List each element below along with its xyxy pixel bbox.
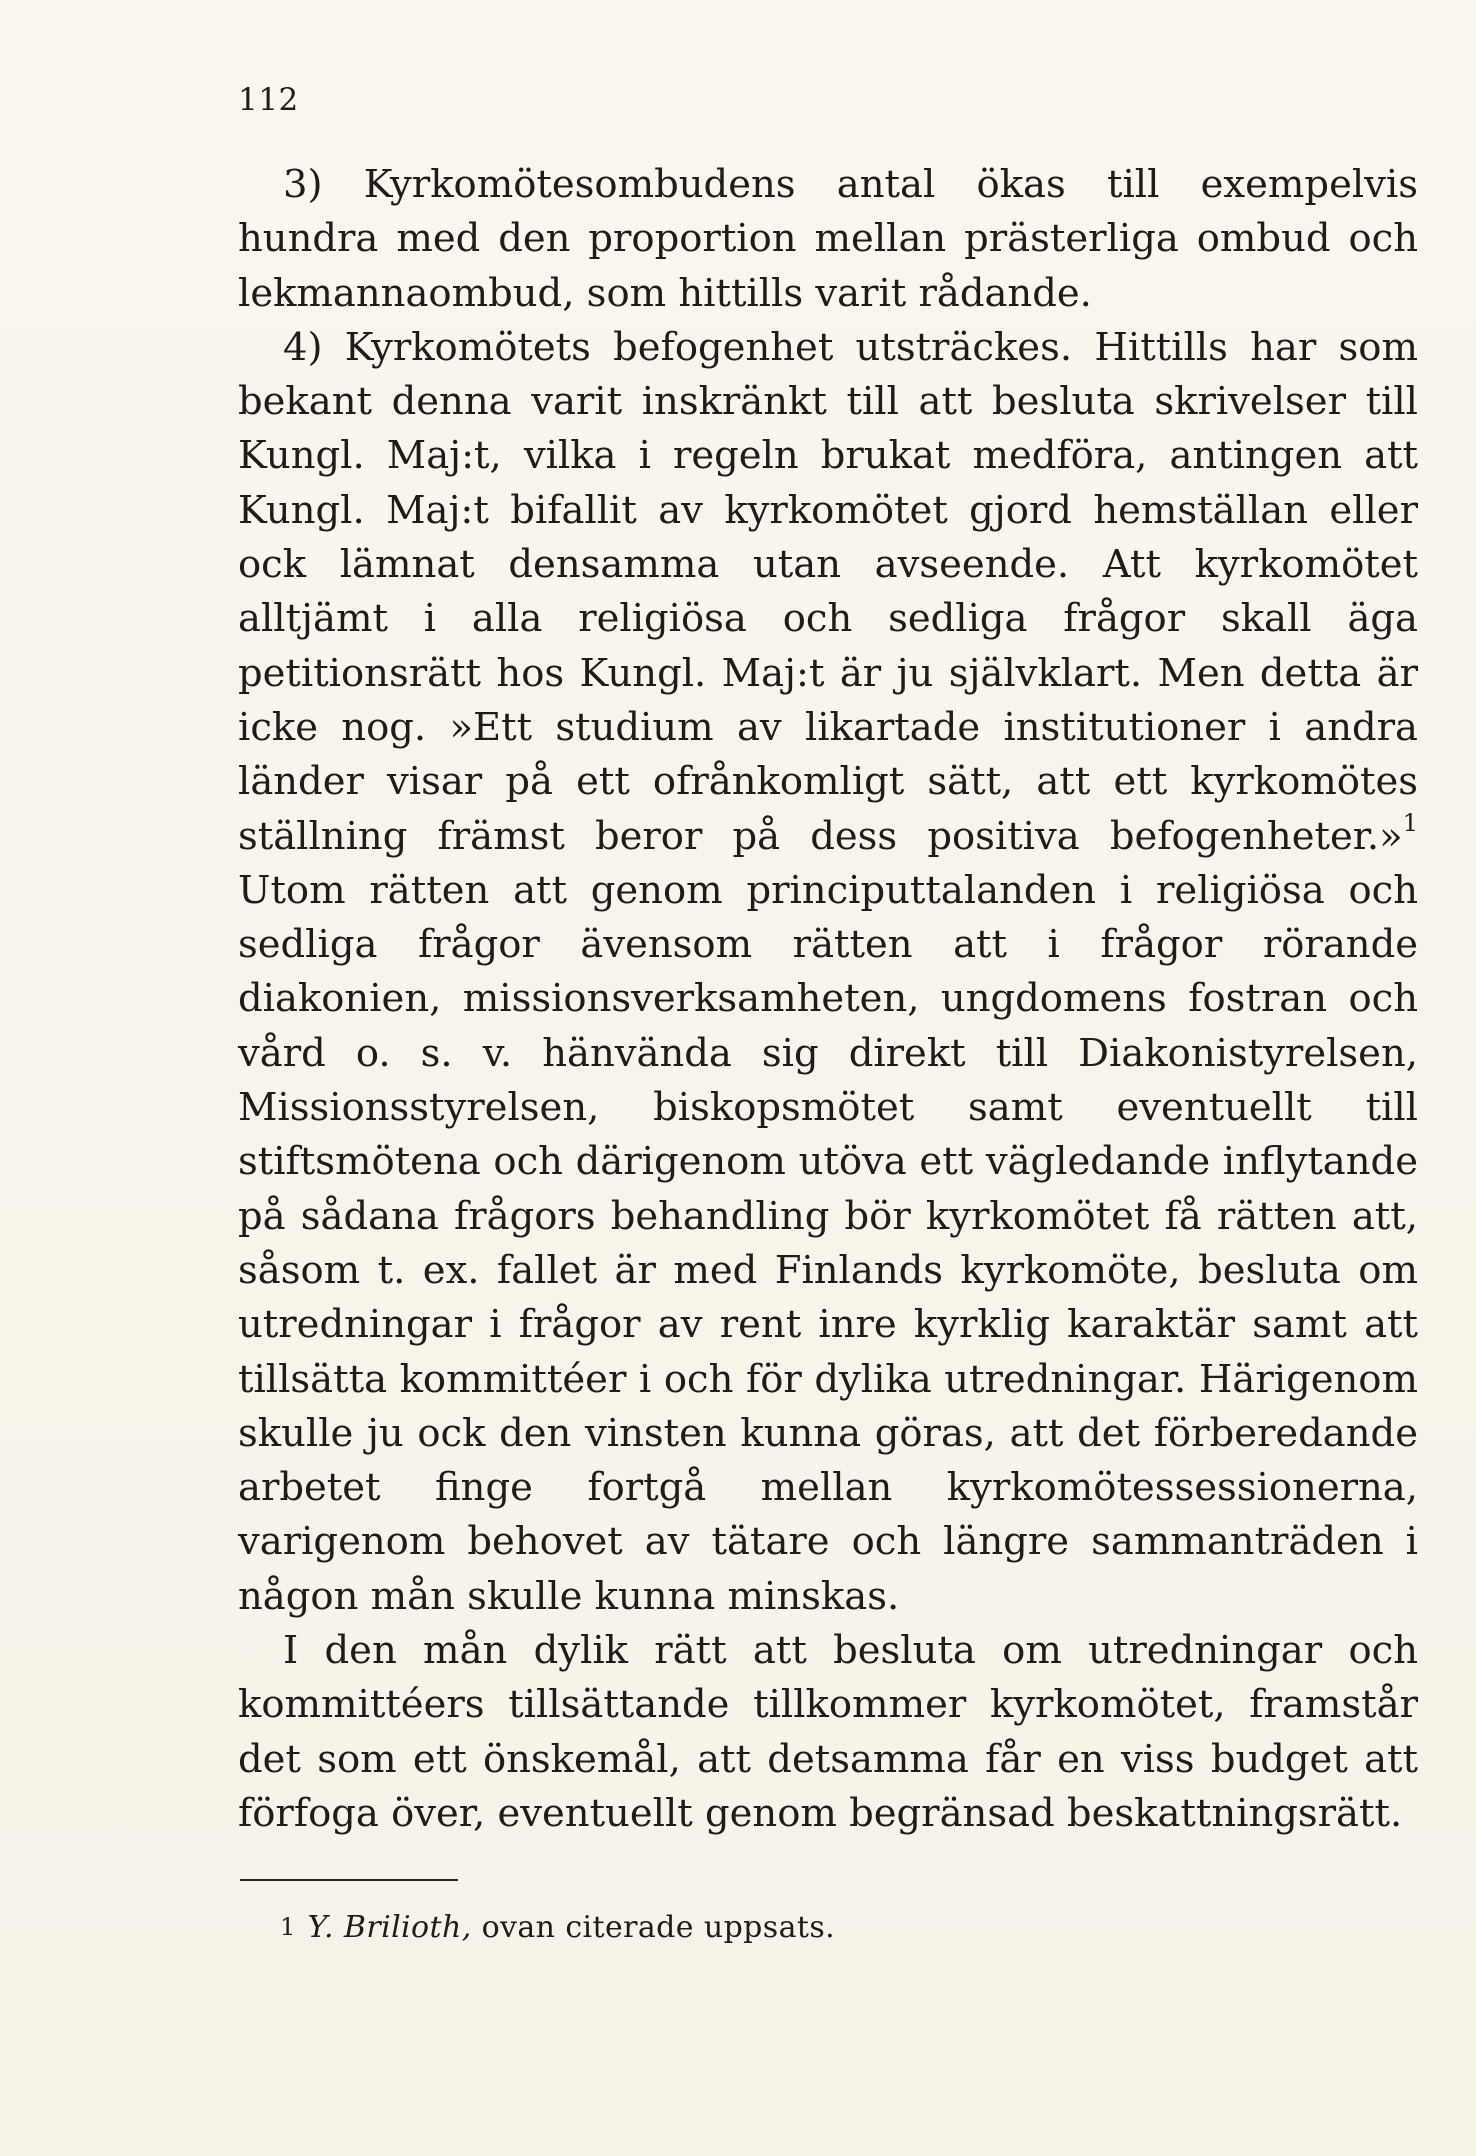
paragraph-3: I den mån dylik rätt att besluta om utredningar och kommittéers tillsättande tillkommer kyrkomötet, framstår det som ett önskemål, att detsamma får en viss budget att förfoga över, eventuellt genom begränsad beskattningsrätt. <box>238 1628 1418 1836</box>
footnote-author: Y. Brilioth, <box>307 1910 472 1945</box>
main-text <box>238 158 1418 1841</box>
paragraph-2-text-before-note: 4) Kyrkomötets befogenhet utsträckes. Hittills har som bekant denna varit inskränkt till att besluta skrivelser till Kungl. Maj:t, vilka i regeln brukat medföra, antingen att Kungl. Maj:t bifallit av kyrkomötet gjord hemställan eller ock lämnat densamma utan avseende. Att kyrkomötet alltjämt i alla religiösa och sedliga frågor skall äga petitionsrätt hos Kungl. Maj:t är ju självklart. Men detta är icke nog. »Ett studium av likartade institutioner i andra länder visar på ett ofrånkomligt sätt, att ett kyrkomötes ställning främst beror på dess positiva befogenheter.» <box>238 324 1418 859</box>
page-number: 112 <box>238 82 299 118</box>
paragraph-2 <box>238 321 1418 1624</box>
paragraph-1: 3) Kyrkomötesombudens antal ökas till exempelvis hundra med den proportion mellan prästerliga ombud och lekmannaombud, som hittills varit rådande. <box>238 162 1418 316</box>
footnote-number: 1 <box>280 1913 296 1941</box>
paragraph-2-text-after-note: Utom rätten att genom principuttalanden i religiösa och sedliga frågor ävensom rätten att i frågor rörande diakonien, missionsverksamheten, ungdomens fostran och vård o. s. v. hänvända sig direkt till Diakonistyrelsen, Missionsstyrelsen, biskopsmötet samt eventuellt till stiftsmötena och därigenom utöva ett vägledande inflytande på sådana frågors behandling bör kyrkomötet få rätten att, såsom t. ex. fallet är med Finlands kyrkomöte, besluta om utredningar i frågor av rent inre kyrklig karaktär samt att tillsätta kommittéer i och för dylika utredningar. Härigenom skulle ju ock den vinsten kunna göras, att det förberedande arbetet finge fortgå mellan kyrkomötessessionerna, varigenom behovet av tätare och längre sammanträden i någon mån skulle kunna minskas. <box>238 867 1418 1619</box>
footnote <box>280 1908 835 1949</box>
footnote-text: ovan citerade uppsats. <box>471 1910 836 1945</box>
footnote-reference: 1 <box>1402 808 1418 837</box>
footnote-separator <box>240 1879 458 1881</box>
